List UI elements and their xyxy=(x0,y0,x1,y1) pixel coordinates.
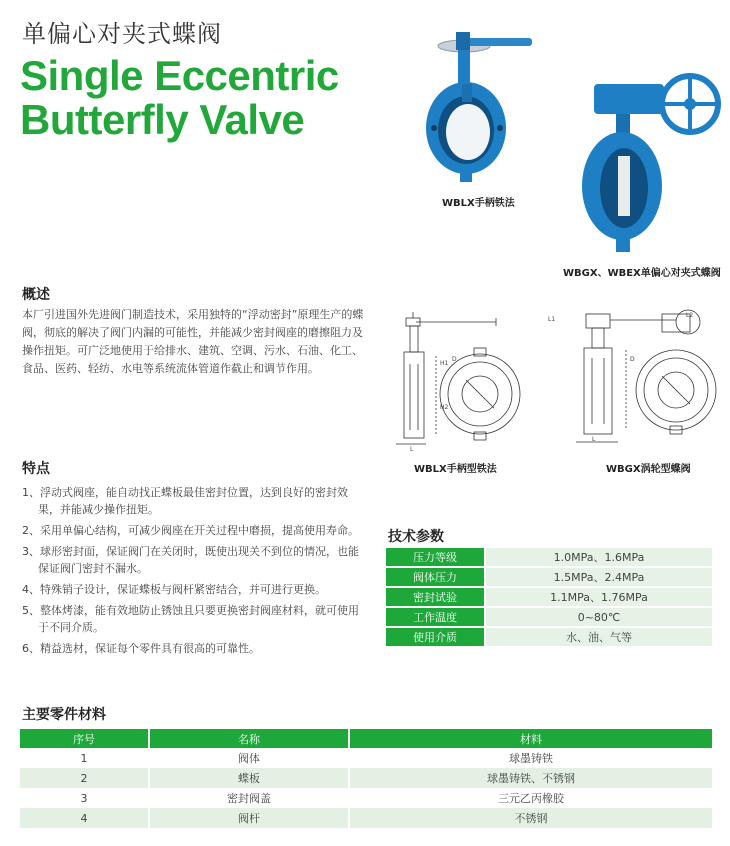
spec-row xyxy=(386,587,712,607)
spec-value: 水、油、气等 xyxy=(485,627,712,647)
title-en-line1: Single Eccentric xyxy=(20,52,339,99)
drawing2-caption: WBGX涡轮型蝶阀 xyxy=(606,464,691,475)
cell-material: 球墨铸铁、不锈钢 xyxy=(349,768,712,788)
cell-index: 2 xyxy=(20,768,149,788)
features-heading: 特点 xyxy=(22,461,50,477)
spec-key: 密封试验 xyxy=(386,587,485,607)
cell-name: 蝶板 xyxy=(149,768,349,788)
materials-header-row xyxy=(20,729,712,748)
materials-heading: 主要零件材料 xyxy=(22,707,106,723)
spec-key: 使用介质 xyxy=(386,627,485,647)
feature-item: 3、球形密封面，保证阀门在关闭时，既使出现关不到位的情况，也能保证阀门密封不漏水。 xyxy=(22,545,359,575)
cell-material: 球墨铸铁 xyxy=(509,752,553,765)
spec-value: 1.1MPa、1.76MPa xyxy=(485,587,712,607)
feature-item: 2、采用单偏心结构，可减少阀座在开关过程中磨损，提高使用寿命。 xyxy=(22,524,359,537)
overview-text: 本厂引进国外先进阀门制造技术，采用独特的“浮动密封”原理生产的蝶阀，彻底的解决了阀门内漏的可能性，并能减少密封阀座的磨擦阻力及操作扭矩。可广泛地使用于给排水、建筑、空调、污水、石油、化工、食品、医药、轻纺、水电等系统流体管道作截止和调节作用。 xyxy=(22,308,364,375)
feature-item: 6、精益选材，保证每个零件具有很高的可靠性。 xyxy=(22,642,260,655)
cell-index: 4 xyxy=(20,808,149,828)
cell-name: 密封阀盖 xyxy=(149,788,349,808)
cell-index: 1 xyxy=(20,748,149,768)
table-row xyxy=(20,788,712,808)
overview-heading: 概述 xyxy=(22,287,50,303)
spec-row xyxy=(386,567,712,587)
dim-label-s: L xyxy=(410,446,414,453)
cell-name: 阀体 xyxy=(149,748,349,768)
feature-item: 5、整体烤漆，能有效地防止锈蚀且只要更换密封阀座材料，就可使用于不同介质。 xyxy=(22,604,359,634)
table-row xyxy=(20,808,712,828)
specs-heading: 技术参数 xyxy=(388,529,444,545)
spec-value: 0~80℃ xyxy=(485,607,712,627)
cell-name: 阀杆 xyxy=(149,808,349,828)
dim-label-s2: L xyxy=(592,436,596,443)
materials-table xyxy=(20,729,712,828)
spec-key: 压力等级 xyxy=(386,548,485,567)
table-row xyxy=(20,748,712,768)
photo2-caption: WBGX、WBEX单偏心对夹式蝶阀 xyxy=(563,268,721,279)
spec-value: 1.0MPa、1.6MPa xyxy=(485,548,712,567)
handle-valve-drawing xyxy=(386,304,526,452)
page-title-cn: 单偏心对夹式蝶阀 xyxy=(22,20,222,48)
photo1-caption: WBLX手柄铁法 xyxy=(442,198,515,209)
drawing1-caption: WBLX手柄型铁法 xyxy=(414,464,497,475)
spec-row xyxy=(386,627,712,647)
page-title-en xyxy=(20,54,339,142)
col-header-index: 序号 xyxy=(20,729,149,748)
dim-label-l1: L1 xyxy=(548,316,556,323)
feature-item: 4、特殊销子设计，保证蝶板与阀杆紧密结合，并可进行更换。 xyxy=(22,583,326,596)
spec-key: 工作温度 xyxy=(386,607,485,627)
dim-label-d: D xyxy=(452,356,457,363)
dim-label-h1: H1 xyxy=(440,360,449,367)
dim-label-h2: H2 xyxy=(440,404,449,411)
table-row xyxy=(20,768,712,788)
cell-material: 不锈钢 xyxy=(349,808,712,828)
spec-key: 阀体压力 xyxy=(386,567,485,587)
spec-value: 1.5MPa、2.4MPa xyxy=(485,567,712,587)
features-list xyxy=(22,484,362,661)
specs-table xyxy=(386,548,712,648)
cell-index: 3 xyxy=(20,788,149,808)
dim-label-l2: L2 xyxy=(686,312,694,319)
dim-label-d2: D xyxy=(630,356,635,363)
spec-row xyxy=(386,607,712,627)
spec-row xyxy=(386,548,712,567)
handle-valve-photo xyxy=(420,28,538,188)
feature-item: 1、浮动式阀座，能自动找正蝶板最佳密封位置，达到良好的密封效果，并能减少操作扭矩。 xyxy=(22,486,348,516)
gear-valve-drawing xyxy=(560,298,720,448)
gear-valve-photo xyxy=(572,68,722,254)
cell-material: 三元乙丙橡胶 xyxy=(498,792,564,805)
col-header-material: 材料 xyxy=(349,729,712,748)
title-en-line2: Butterfly Valve xyxy=(20,96,305,143)
col-header-name: 名称 xyxy=(149,729,349,748)
